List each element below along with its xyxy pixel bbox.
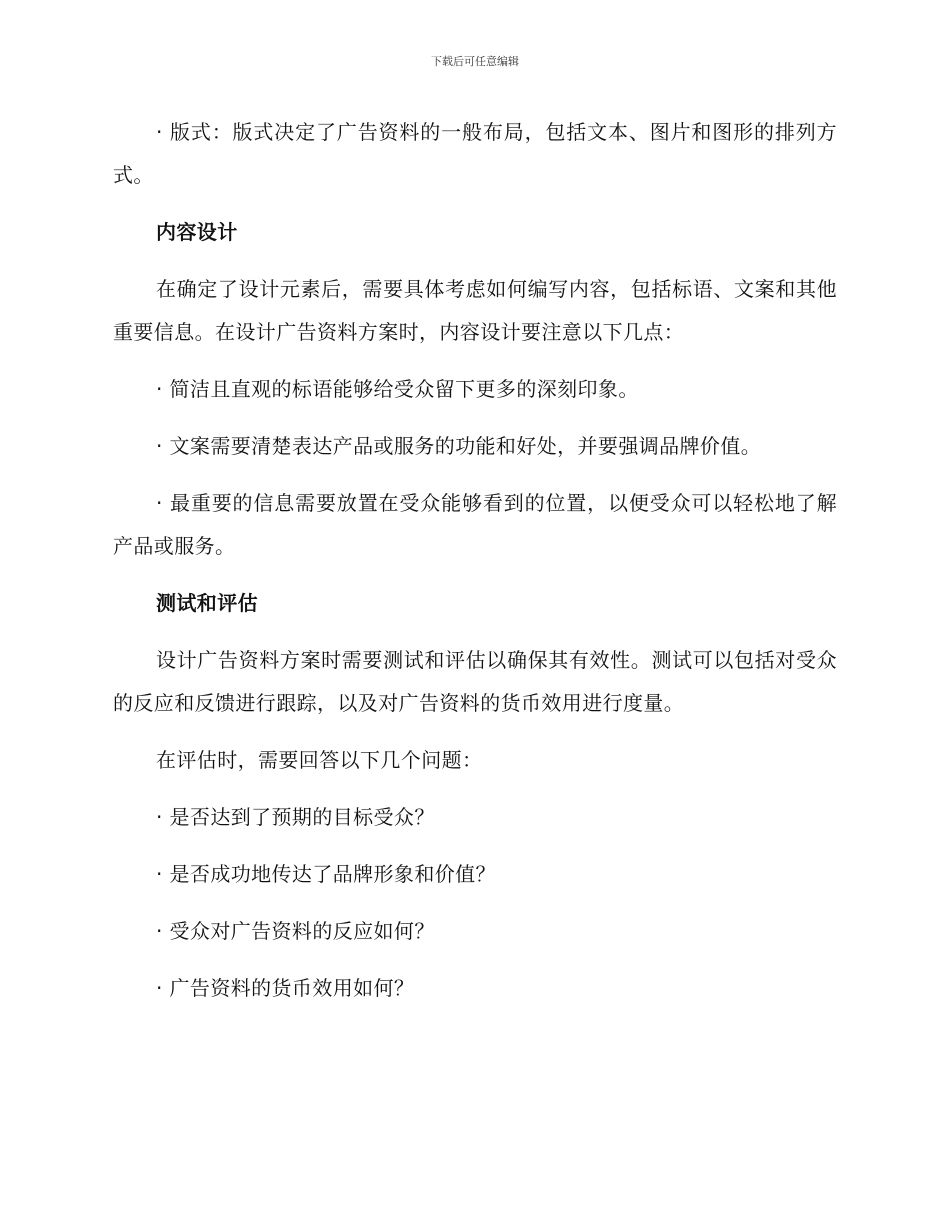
bullet-slogan: · 简洁且直观的标语能够给受众留下更多的深刻印象。 [156, 377, 639, 401]
bullet-layout: · 版式：版式决定了广告资料的一般布局，包括文本、图片和图形的排列方式。 [113, 120, 837, 187]
paragraph-content-design-intro: 在确定了设计元素后，需要具体考虑如何编写内容，包括标语、文案和其他重要信息。在设计广告资料方案时，内容设计要注意以下几点： [113, 277, 837, 344]
section-heading-testing: 测试和评估 [156, 591, 258, 615]
bullet-key-info: · 最重要的信息需要放置在受众能够看到的位置，以便受众可以轻松地了解产品或服务。 [113, 491, 837, 558]
paragraph-evaluation-questions: 在评估时，需要回答以下几个问题： [156, 748, 483, 772]
section-heading-content-design: 内容设计 [156, 220, 238, 244]
page-header: 下载后可任意编辑 [431, 55, 519, 68]
bullet-question-utility: · 广告资料的货币效用如何？ [156, 976, 415, 1000]
bullet-question-brand: · 是否成功地传达了品牌形象和价值？ [156, 862, 496, 886]
bullet-question-reaction: · 受众对广告资料的反应如何？ [156, 919, 435, 943]
document-body [113, 111, 837, 1024]
bullet-question-audience: · 是否达到了预期的目标受众？ [156, 805, 435, 829]
paragraph-testing-intro: 设计广告资料方案时需要测试和评估以确保其有效性。测试可以包括对受众的反应和反馈进行跟踪，以及对广告资料的货币效用进行度量。 [113, 648, 837, 715]
bullet-copywriting: · 文案需要清楚表达产品或服务的功能和好处，并要强调品牌价值。 [156, 434, 762, 458]
